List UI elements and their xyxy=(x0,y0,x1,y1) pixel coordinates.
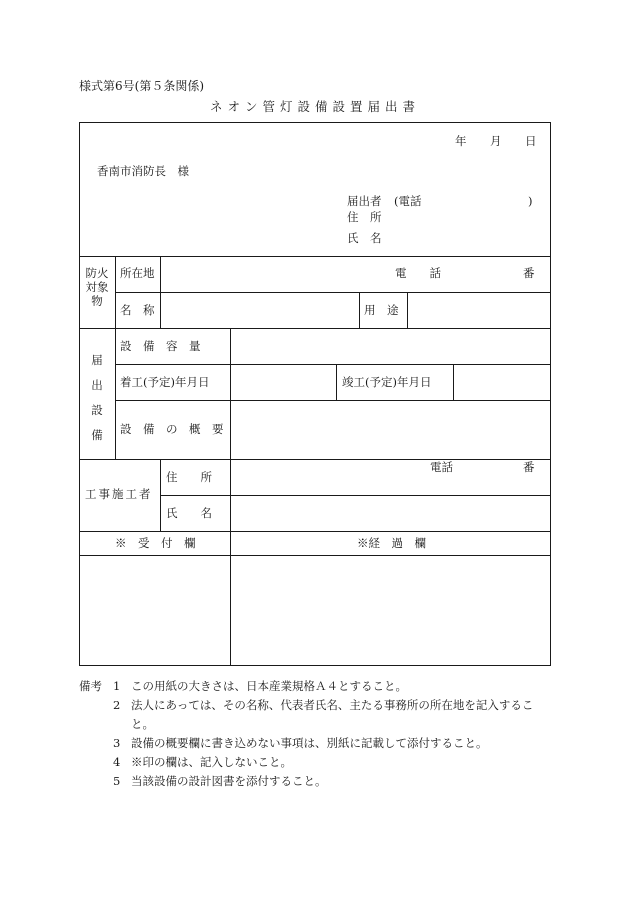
note-item xyxy=(79,677,549,696)
note-item xyxy=(79,696,549,734)
note-item xyxy=(79,753,549,772)
note-indent xyxy=(79,734,113,753)
note-indent xyxy=(79,696,113,734)
fire-object-phone-suffix: 番 xyxy=(523,266,535,280)
fire-object-name-label: 名 称 xyxy=(120,303,155,317)
use-label: 用 途 xyxy=(364,303,399,317)
notes-heading: 備考 xyxy=(79,679,102,693)
divider xyxy=(230,328,231,459)
applicant-name-label: 氏 名 xyxy=(347,231,382,245)
applicant-phone-close: ) xyxy=(528,194,533,208)
addressee: 香南市消防長 様 xyxy=(97,164,189,178)
divider xyxy=(359,292,360,328)
divider xyxy=(336,364,337,400)
divider xyxy=(79,328,551,329)
fire-object-phone-label: 電 話 xyxy=(395,266,441,280)
divider xyxy=(115,364,551,365)
divider xyxy=(160,495,551,496)
divider xyxy=(79,555,551,556)
fire-object-section-text: 防火対象物 xyxy=(85,266,109,308)
note-number: 2 xyxy=(113,698,121,712)
progress-label: ※経 過 欄 xyxy=(357,536,426,550)
note-indent xyxy=(79,753,113,772)
divider xyxy=(115,292,551,293)
note-item xyxy=(79,772,549,791)
equipment-section-text: 届出設備 xyxy=(91,353,103,442)
applicant-phone-open: (電話 xyxy=(394,194,422,208)
date-day-label: 日 xyxy=(525,134,537,148)
divider xyxy=(453,364,454,400)
contractor-address-label: 住 所 xyxy=(166,470,212,484)
summary-label: 設 備 の 概 要 xyxy=(120,422,224,436)
applicant-label: 届出者 xyxy=(347,194,382,208)
location-label: 所在地 xyxy=(120,266,155,280)
note-text: 設備の概要欄に書き込めない事項は、別紙に記載して添付すること。 xyxy=(131,736,488,750)
date-year-label: 年 xyxy=(455,134,467,148)
equipment-section-label xyxy=(80,348,114,448)
note-text: ※印の欄は、記入しないこと。 xyxy=(131,755,292,769)
note-text: 法人にあっては、その名称、代表者氏名、主たる事務所の所在地を記入すること。 xyxy=(131,698,534,731)
divider xyxy=(407,292,408,328)
divider xyxy=(160,256,161,328)
note-text: 当該設備の設計図書を添付すること。 xyxy=(131,774,327,788)
form-frame xyxy=(79,122,551,666)
contractor-section-label xyxy=(85,489,153,501)
divider xyxy=(230,459,231,666)
divider xyxy=(79,459,551,460)
contractor-phone-label: 電話 xyxy=(430,460,453,474)
note-text: この用紙の大きさは、日本産業規格Ａ４とすること。 xyxy=(131,679,407,693)
form-number: 様式第6号(第５条関係) xyxy=(79,79,204,93)
form-title: ネオン管灯設備設置届出書 xyxy=(209,99,420,114)
contractor-name-label: 氏 名 xyxy=(166,506,212,520)
date-month-label: 月 xyxy=(490,134,502,148)
contractor-section-text: 工事施工者 xyxy=(85,487,153,501)
note-number: 4 xyxy=(113,755,121,769)
notes xyxy=(79,677,549,791)
fire-object-section-label xyxy=(80,266,114,308)
divider xyxy=(79,531,551,532)
applicant-address-label: 住 所 xyxy=(347,210,382,224)
contractor-phone-suffix: 番 xyxy=(523,460,535,474)
note-number: 5 xyxy=(113,774,121,788)
divider xyxy=(115,256,116,459)
start-date-label: 着工(予定)年月日 xyxy=(120,375,210,389)
completion-date-label: 竣工(予定)年月日 xyxy=(342,375,432,389)
capacity-label: 設 備 容 量 xyxy=(120,339,201,353)
note-number: 3 xyxy=(113,736,121,750)
reception-label: ※ 受 付 欄 xyxy=(115,536,196,550)
divider xyxy=(160,459,161,531)
divider xyxy=(115,400,551,401)
divider xyxy=(79,256,551,257)
note-indent xyxy=(79,772,113,791)
note-number: 1 xyxy=(113,679,121,693)
note-item xyxy=(79,734,549,753)
